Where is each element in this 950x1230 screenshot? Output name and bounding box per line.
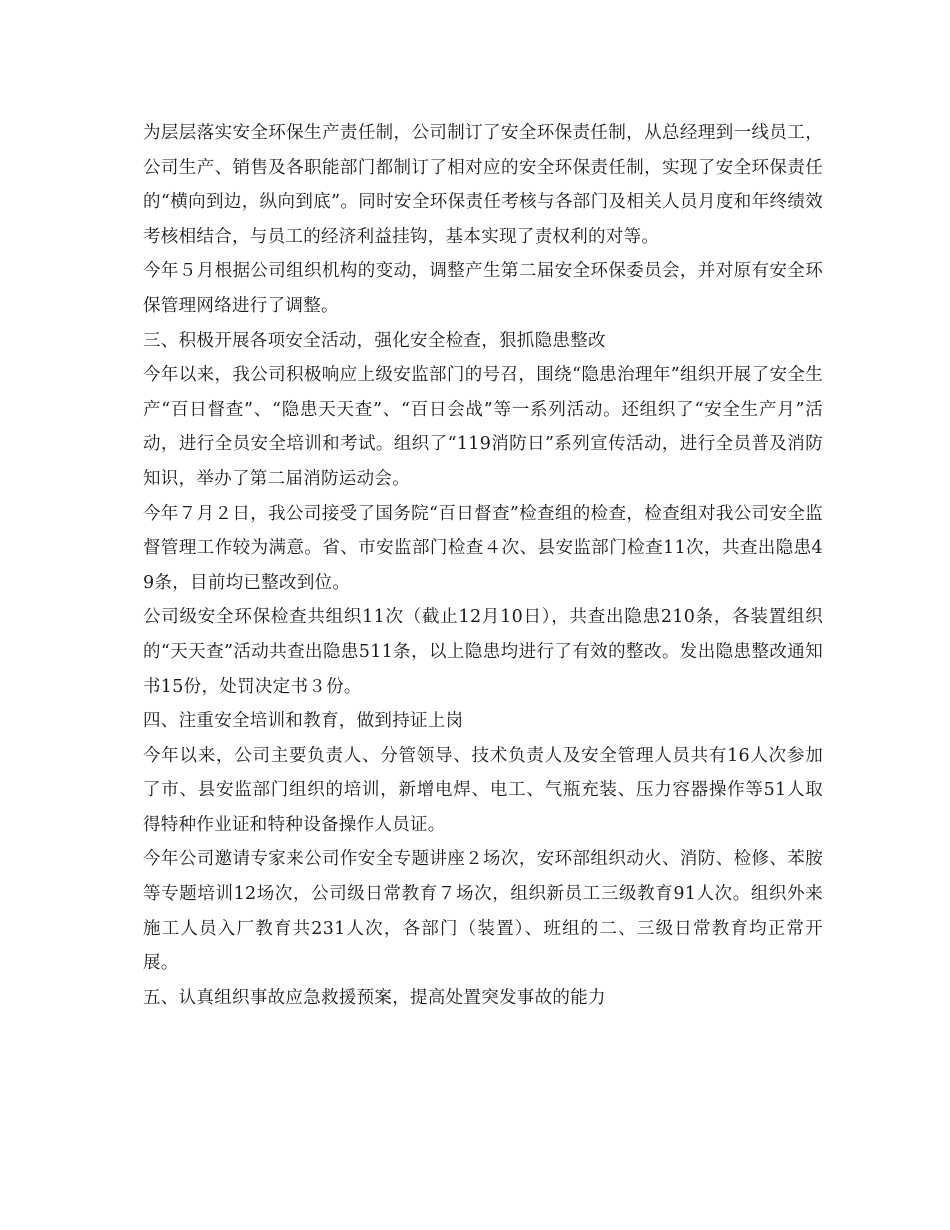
paragraph-safety-committee: 今年５月根据公司组织机构的变动，调整产生第二届安全环保委员会，并对原有安全环保管理网络进行了调整。 xyxy=(143,261,823,316)
paragraph-responsibility-system: 为层层落实安全环保生产责任制，公司制订了安全环保责任制，从总经理到一线员工，公司生产、销售及各职能部门都制订了相对应的安全环保责任制，实现了安全环保责任的“横向到边，纵向到底”。同时安全环保责任考核与各部门及相关人员月度和年终绩效考核相结合，与员工的经济利益挂钩，基本实现了责权利的对等。 xyxy=(143,123,823,247)
section-heading-4: 四、注重安全培训和教育，做到持证上岗 xyxy=(143,711,464,732)
document-body xyxy=(143,116,823,1015)
paragraph-training-sessions: 今年公司邀请专家来公司作安全专题讲座２场次，安环部组织动火、消防、检修、苯胺等专题培训12场次，公司级日常教育７场次，组织新员工三级教育91人次。组织外来施工人员入厂教育共231人次，各部门（装置）、班组的二、三级日常教育均正常开展。 xyxy=(143,849,823,974)
paragraph-company-inspection: 公司级安全环保检查共组织11次（截止12月10日），共查出隐患210条，各装置组织的“天天查”活动共查出隐患511条，以上隐患均进行了有效的整改。发出隐患整改通知书15份，处罚决定书３份。 xyxy=(143,607,823,697)
paragraph-state-inspection: 今年７月２日，我公司接受了国务院“百日督查”检查组的检查，检查组对我公司安全监督管理工作较为满意。省、市安监部门检查４次、县安监部门检查11次，共查出隐患49条，目前均已整改到位。 xyxy=(143,503,823,593)
section-heading-5: 五、认真组织事故应急救援预案，提高处置突发事故的能力 xyxy=(143,987,606,1008)
section-heading-3: 三、积极开展各项安全活动，强化安全检查，狠抓隐患整改 xyxy=(143,330,606,351)
paragraph-training-certification: 今年以来，公司主要负责人、分管领导、技术负责人及安全管理人员共有16人次参加了市、县安监部门组织的培训，新增电焊、电工、气瓶充装、压力容器操作等51人取得特种作业证和特种设备操作人员证。 xyxy=(143,745,823,835)
paragraph-safety-activities: 今年以来，我公司积极响应上级安监部门的号召，围绕“隐患治理年”组织开展了安全生产“百日督查”、“隐患天天查”、“百日会战”等一系列活动。还组织了“安全生产月”活动，进行全员安全培训和考试。组织了“119消防日”系列宣传活动，进行全员普及消防知识，举办了第二届消防运动会。 xyxy=(143,365,823,489)
